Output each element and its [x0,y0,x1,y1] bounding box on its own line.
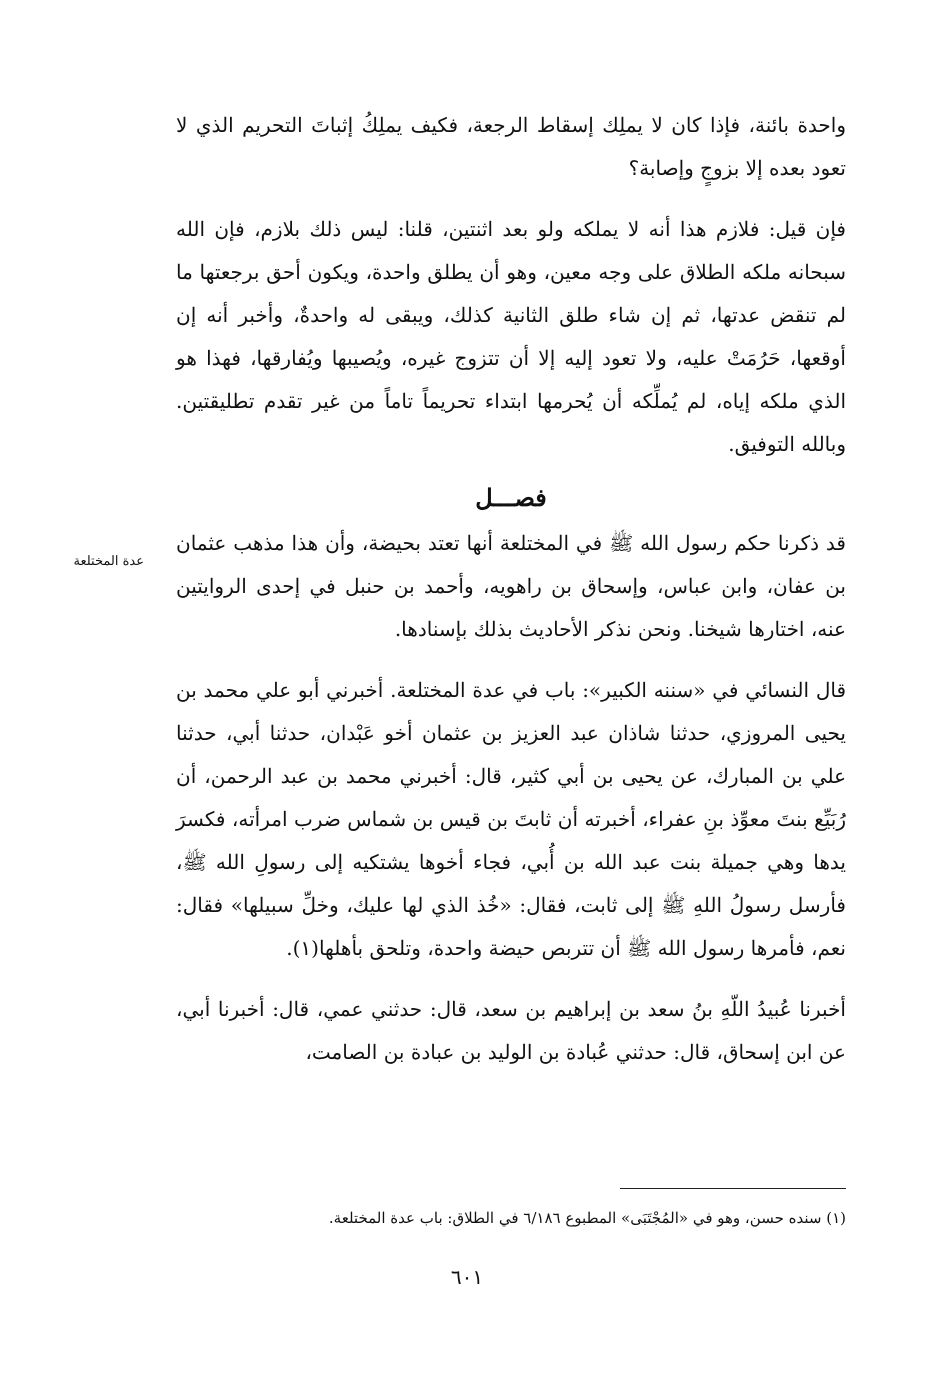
page-number: ٦٠١ [450,1265,484,1289]
main-text [176,104,846,1074]
paragraph-2: فإن قيل: فلازم هذا أنه لا يملكه ولو بعد اثنتين، قلنا: ليس ذلك بلازم، فإن الله سبحانه ملكه الطلاق على وجه معين، وهو أن يطلق واحدة، ويكون أحق برجعتها ما لم تنقض عدتها، ثم إن شاء طلق الثانية كذلك، ويبقى له واحدةٌ، وأخبر أنه إن أوقعها، حَرُمَتْ عليه، ولا تعود إليه إلا أن تتزوج غيره، ويُصيبها ويُفارقها، فهذا هو الذي ملكه إياه، لم يُملِّكه أن يُحرمها ابتداء تحريماً تاماً من غير تقدم تطليقتين. وبالله التوفيق. [176,217,846,456]
paragraph-1: واحدة بائنة، فإذا كان لا يملِك إسقاط الرجعة، فكيف يملِكُ إثباتَ التحريم الذي لا تعود بعده إلا بزوجٍ وإصابة؟ [176,113,846,180]
footnote: (١) سنده حسن، وهو في «المُجْتَبَى» المطبوع ٦/١٨٦ في الطلاق: باب عدة المختلعة. [328,1209,846,1227]
margin-note: عدة المختلعة [73,554,144,569]
footnote-divider [620,1188,846,1189]
paragraph-3: قد ذكرنا حكم رسول الله ﷺ في المختلعة أنها تعتد بحيضة، وأن هذا مذهب عثمان بن عفان، وابن عباس، وإسحاق بن راهويه، وأحمد بن حنبل في إحدى الروايتين عنه، اختارها شيخنا. ونحن نذكر الأحاديث بذلك بإسنادها. [176,531,846,641]
section-heading: فصـــل [475,483,547,512]
paragraph-5: أخبرنا عُبيدُ اللّهِ بنُ سعد بن إبراهيم بن سعد، قال: حدثني عمي، قال: أخبرنا أبي، عن ابن إسحاق، قال: حدثني عُبادة بن الوليد بن عبادة بن الصامت، [176,997,846,1064]
paragraph-4: قال النسائي في «سننه الكبير»: باب في عدة المختلعة. أخبرني أبو علي محمد بن يحيى المروزي، حدثنا شاذان عبد العزيز بن عثمان أخو عَبْدان، حدثنا أبي، حدثنا علي بن المبارك، عن يحيى بن أبي كثير، قال: أخبرني محمد بن عبد الرحمن، أن رُبَيِّع بنتَ معوِّذ بنِ عفراء، أخبرته أن ثابتَ بن قيس بن شماس ضرب امرأته، فكسرَ يدها وهي جميلة بنت عبد الله بن أُبي، فجاء أخوها يشتكيه إلى رسولِ الله ﷺ، فأرسل رسولُ اللهِ ﷺ إلى ثابت، فقال: «خُذ الذي لها عليك، وخلِّ سبيلها» فقال: نعم، فأمرها رسول الله ﷺ أن تتربص حيضة واحدة، وتلحق بأهلها(١). [176,678,846,960]
